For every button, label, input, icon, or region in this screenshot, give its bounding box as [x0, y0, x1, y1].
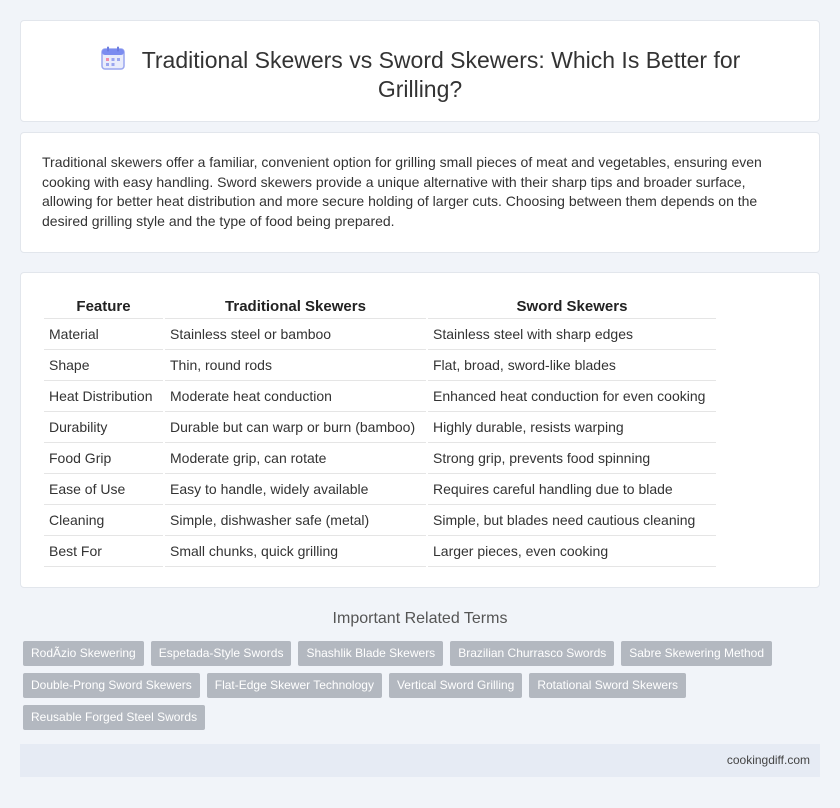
comparison-table: [42, 295, 718, 567]
traditional-cell: Stainless steel or bamboo: [165, 319, 426, 350]
related-term-tag[interactable]: Double-Prong Sword Skewers: [23, 673, 200, 698]
sword-cell: Simple, but blades need cautious cleaning: [428, 505, 716, 536]
feature-cell: Material: [44, 319, 163, 350]
sword-cell: Flat, broad, sword-like blades: [428, 350, 716, 381]
feature-cell: Shape: [44, 350, 163, 381]
related-term-tag[interactable]: Shashlik Blade Skewers: [298, 641, 443, 666]
table-row: [44, 350, 716, 381]
related-term-tag[interactable]: Brazilian Churrasco Swords: [450, 641, 614, 666]
page-title-wrap: [21, 45, 819, 104]
related-term-tag[interactable]: Sabre Skewering Method: [621, 641, 772, 666]
page-title: Traditional Skewers vs Sword Skewers: Which Is Better for Grilling?: [141, 47, 741, 102]
related-term-tag[interactable]: Reusable Forged Steel Swords: [23, 705, 205, 730]
footer: [20, 744, 820, 777]
column-header-feature: Feature: [44, 295, 163, 319]
related-term-tag[interactable]: Espetada-Style Swords: [151, 641, 292, 666]
related-terms-heading: Important Related Terms: [332, 610, 508, 627]
feature-cell: Heat Distribution: [44, 381, 163, 412]
table-row: [44, 474, 716, 505]
sword-cell: Larger pieces, even cooking: [428, 536, 716, 567]
column-header-sword: Sword Skewers: [428, 295, 716, 319]
table-row: [44, 443, 716, 474]
feature-cell: Durability: [44, 412, 163, 443]
related-term-tag[interactable]: Vertical Sword Grilling: [389, 673, 522, 698]
table-header-row: [44, 295, 716, 319]
table-row: [44, 381, 716, 412]
table-row: [44, 319, 716, 350]
traditional-cell: Thin, round rods: [165, 350, 426, 381]
column-header-traditional: Traditional Skewers: [165, 295, 426, 319]
traditional-cell: Moderate heat conduction: [165, 381, 426, 412]
intro-paragraph: Traditional skewers offer a familiar, convenient option for grilling small pieces of meat and vegetables, ensuring even cooking with easy handling. Sword skewers provide a unique alternative with their sharp tips and broader surface, allowing for better heat distribution and more secure holding of larger cuts. Choosing between them depends on the desired grilling style and the type of food being prepared.: [42, 154, 762, 229]
intro-card: [20, 132, 820, 253]
comparison-table-card: [20, 272, 820, 588]
traditional-cell: Small chunks, quick grilling: [165, 536, 426, 567]
sword-cell: Strong grip, prevents food spinning: [428, 443, 716, 474]
feature-cell: Cleaning: [44, 505, 163, 536]
related-terms-list: [23, 641, 783, 730]
related-term-tag[interactable]: Flat-Edge Skewer Technology: [207, 673, 382, 698]
sword-cell: Stainless steel with sharp edges: [428, 319, 716, 350]
feature-cell: Best For: [44, 536, 163, 567]
footer-site-link[interactable]: cookingdiff.com: [726, 753, 810, 767]
calendar-icon: [100, 45, 126, 71]
traditional-cell: Moderate grip, can rotate: [165, 443, 426, 474]
related-term-tag[interactable]: RodÃzio Skewering: [23, 641, 144, 666]
title-card: [20, 20, 820, 122]
table-row: [44, 536, 716, 567]
traditional-cell: Easy to handle, widely available: [165, 474, 426, 505]
related-term-tag[interactable]: Rotational Sword Skewers: [529, 673, 686, 698]
traditional-cell: Simple, dishwasher safe (metal): [165, 505, 426, 536]
table-row: [44, 412, 716, 443]
feature-cell: Ease of Use: [44, 474, 163, 505]
table-row: [44, 505, 716, 536]
sword-cell: Enhanced heat conduction for even cooking: [428, 381, 716, 412]
feature-cell: Food Grip: [44, 443, 163, 474]
sword-cell: Highly durable, resists warping: [428, 412, 716, 443]
traditional-cell: Durable but can warp or burn (bamboo): [165, 412, 426, 443]
sword-cell: Requires careful handling due to blade: [428, 474, 716, 505]
